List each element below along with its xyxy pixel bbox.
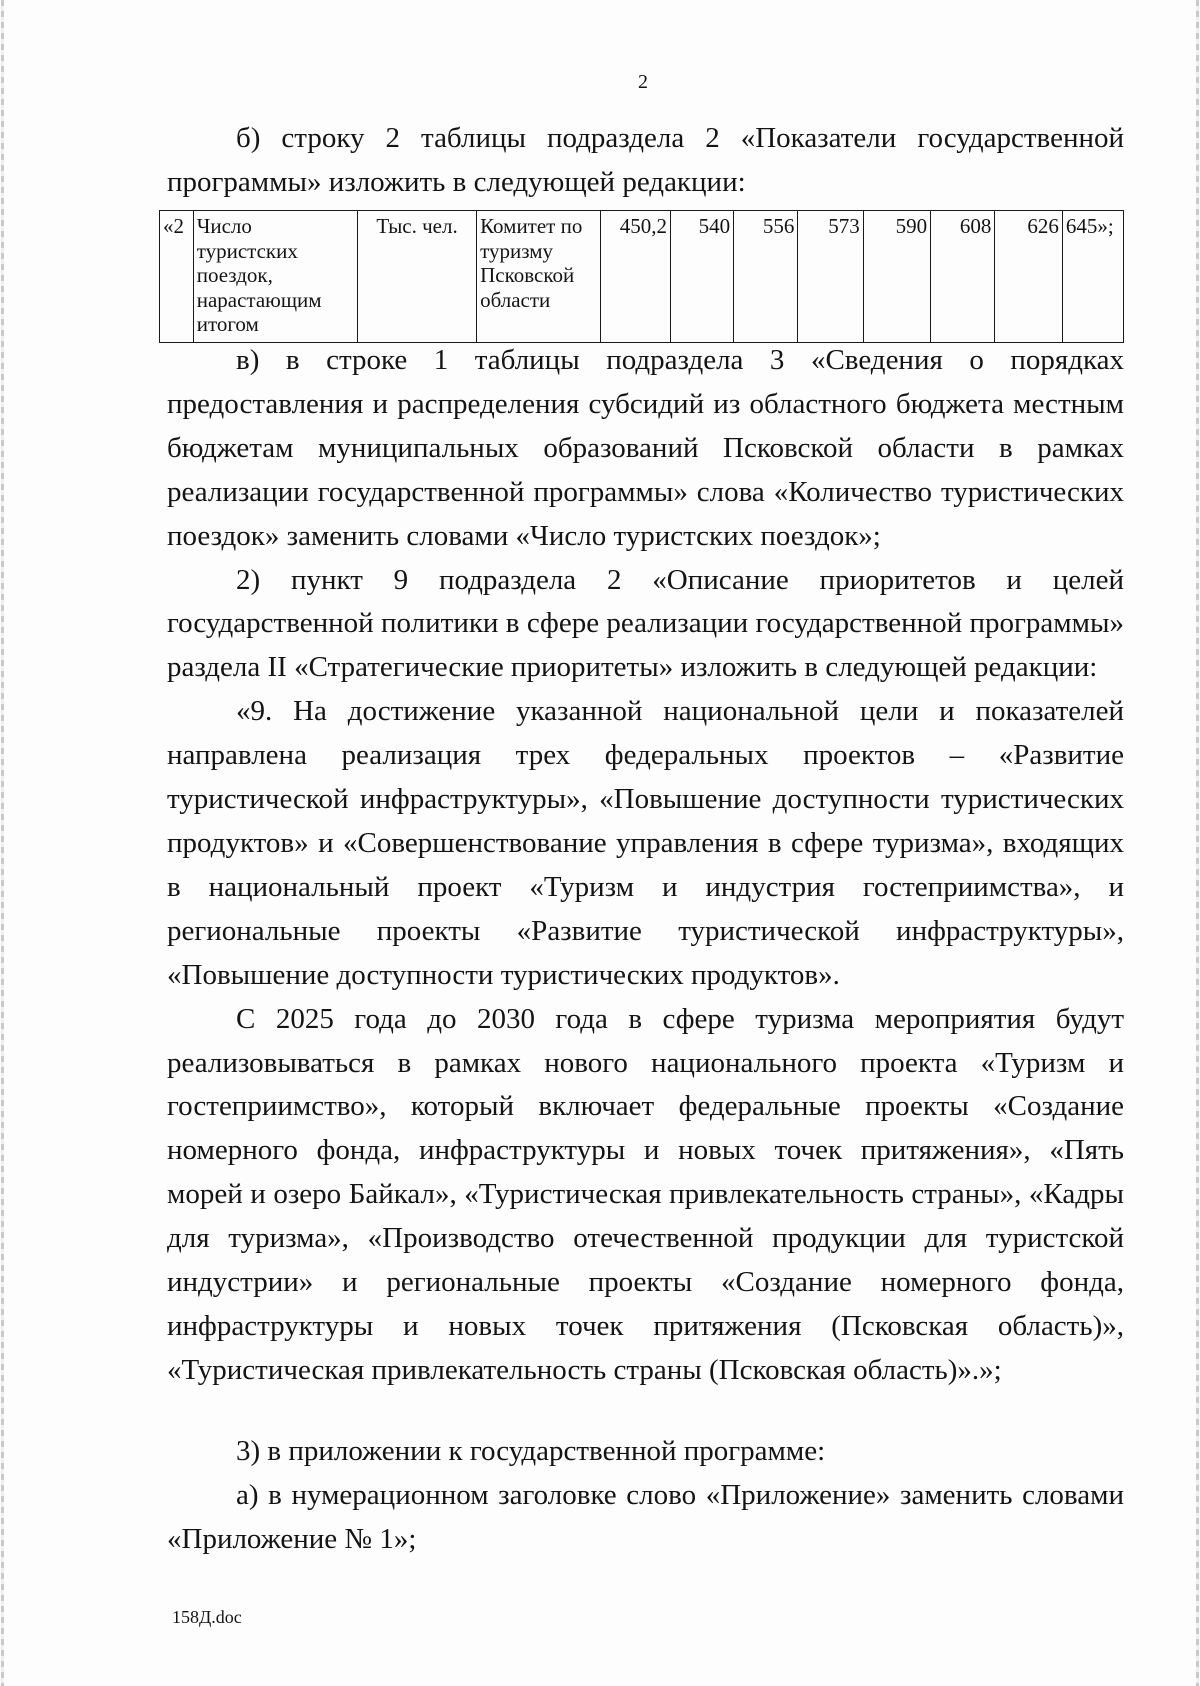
table-cell-value: 608 [931,211,995,343]
paragraph-item-3: 3) в приложении к государственной программе: [236,1435,826,1467]
amendment-table [159,210,1124,343]
table-cell-value: 626 [995,211,1062,343]
table-cell-value: 645»; [1062,211,1123,343]
body-text [167,339,1124,1393]
table-row [160,211,1124,343]
table-cell-value: 540 [670,211,733,343]
paragraph-subitem-v: в) в строке 1 таблицы подраздела 3 «Сведения о порядках предоставления и распределения субсидий из областного бюджета местным бюджетам муниципальных образований Псковской области в рамках реализации государственной программы» слова «Количество туристических поездок» заменить словами «Число туристских поездок»; [167,344,1124,552]
intro-block [167,117,1124,205]
table-cell-value: 590 [863,211,930,343]
table-cell-value: 450,2 [601,211,671,343]
table-cell-indicator: Число туристских поездок, нарастающим итогом [193,211,357,343]
paragraph-point-9: «9. На достижение указанной национальной цели и показателей направлена реализация трех федеральных проектов – «Развитие туристической инфраструктуры», «Повышение доступности туристических продуктов» и «Совершенствование управления в сфере туризма», входящих в национальный проект «Туризм и индустрия гостеприимства», и региональные проекты «Развитие туристической инфраструктуры», «Повышение доступности туристических продуктов». [167,695,1124,991]
paragraph-item-2: 2) пункт 9 подраздела 2 «Описание приоритетов и целей государственной политики в сфере реализации государственной программы» раздела II «Стратегические приоритеты» изложить в следующей редакции: [167,563,1124,684]
footer-file-name: 158Д.doc [172,1607,242,1627]
scan-edge-right [1196,0,1199,1686]
intro-paragraph: б) строку 2 таблицы подраздела 2 «Показатели государственной программы» изложить в следующей редакции: [167,122,1124,198]
table-cell-row-number: «2 [160,211,194,343]
table-cell-value: 556 [734,211,798,343]
paragraph-2025-2030: С 2025 года до 2030 года в сфере туризма мероприятия будут реализовываться в рамках нового национального проекта «Туризм и гостеприимство», который включает федеральные проекты «Создание номерного фонда, инфраструктуры и новых точек притяжения», «Пять морей и озеро Байкал», «Туристическая привлекательность страны», «Кадры для туризма», «Производство отечественной продукции для туристской индустрии» и региональные проекты «Создание номерного фонда, инфраструктуры и новых точек притяжения (Псковская область)», «Туристическая привлекательность страны (Псковская область)».»; [167,1002,1124,1386]
table-cell-value: 573 [798,211,863,343]
paragraph-subitem-a: а) в нумерационном заголовке слово «Приложение» заменить словами «Приложение № 1»; [167,1478,1124,1555]
table-cell-responsible: Комитет по туризму Псковской области [477,211,601,343]
scan-edge-left [1,0,4,1686]
page-number: 2 [638,71,648,93]
tail-text [167,1430,1124,1562]
table-cell-unit: Тыс. чел. [358,211,477,343]
